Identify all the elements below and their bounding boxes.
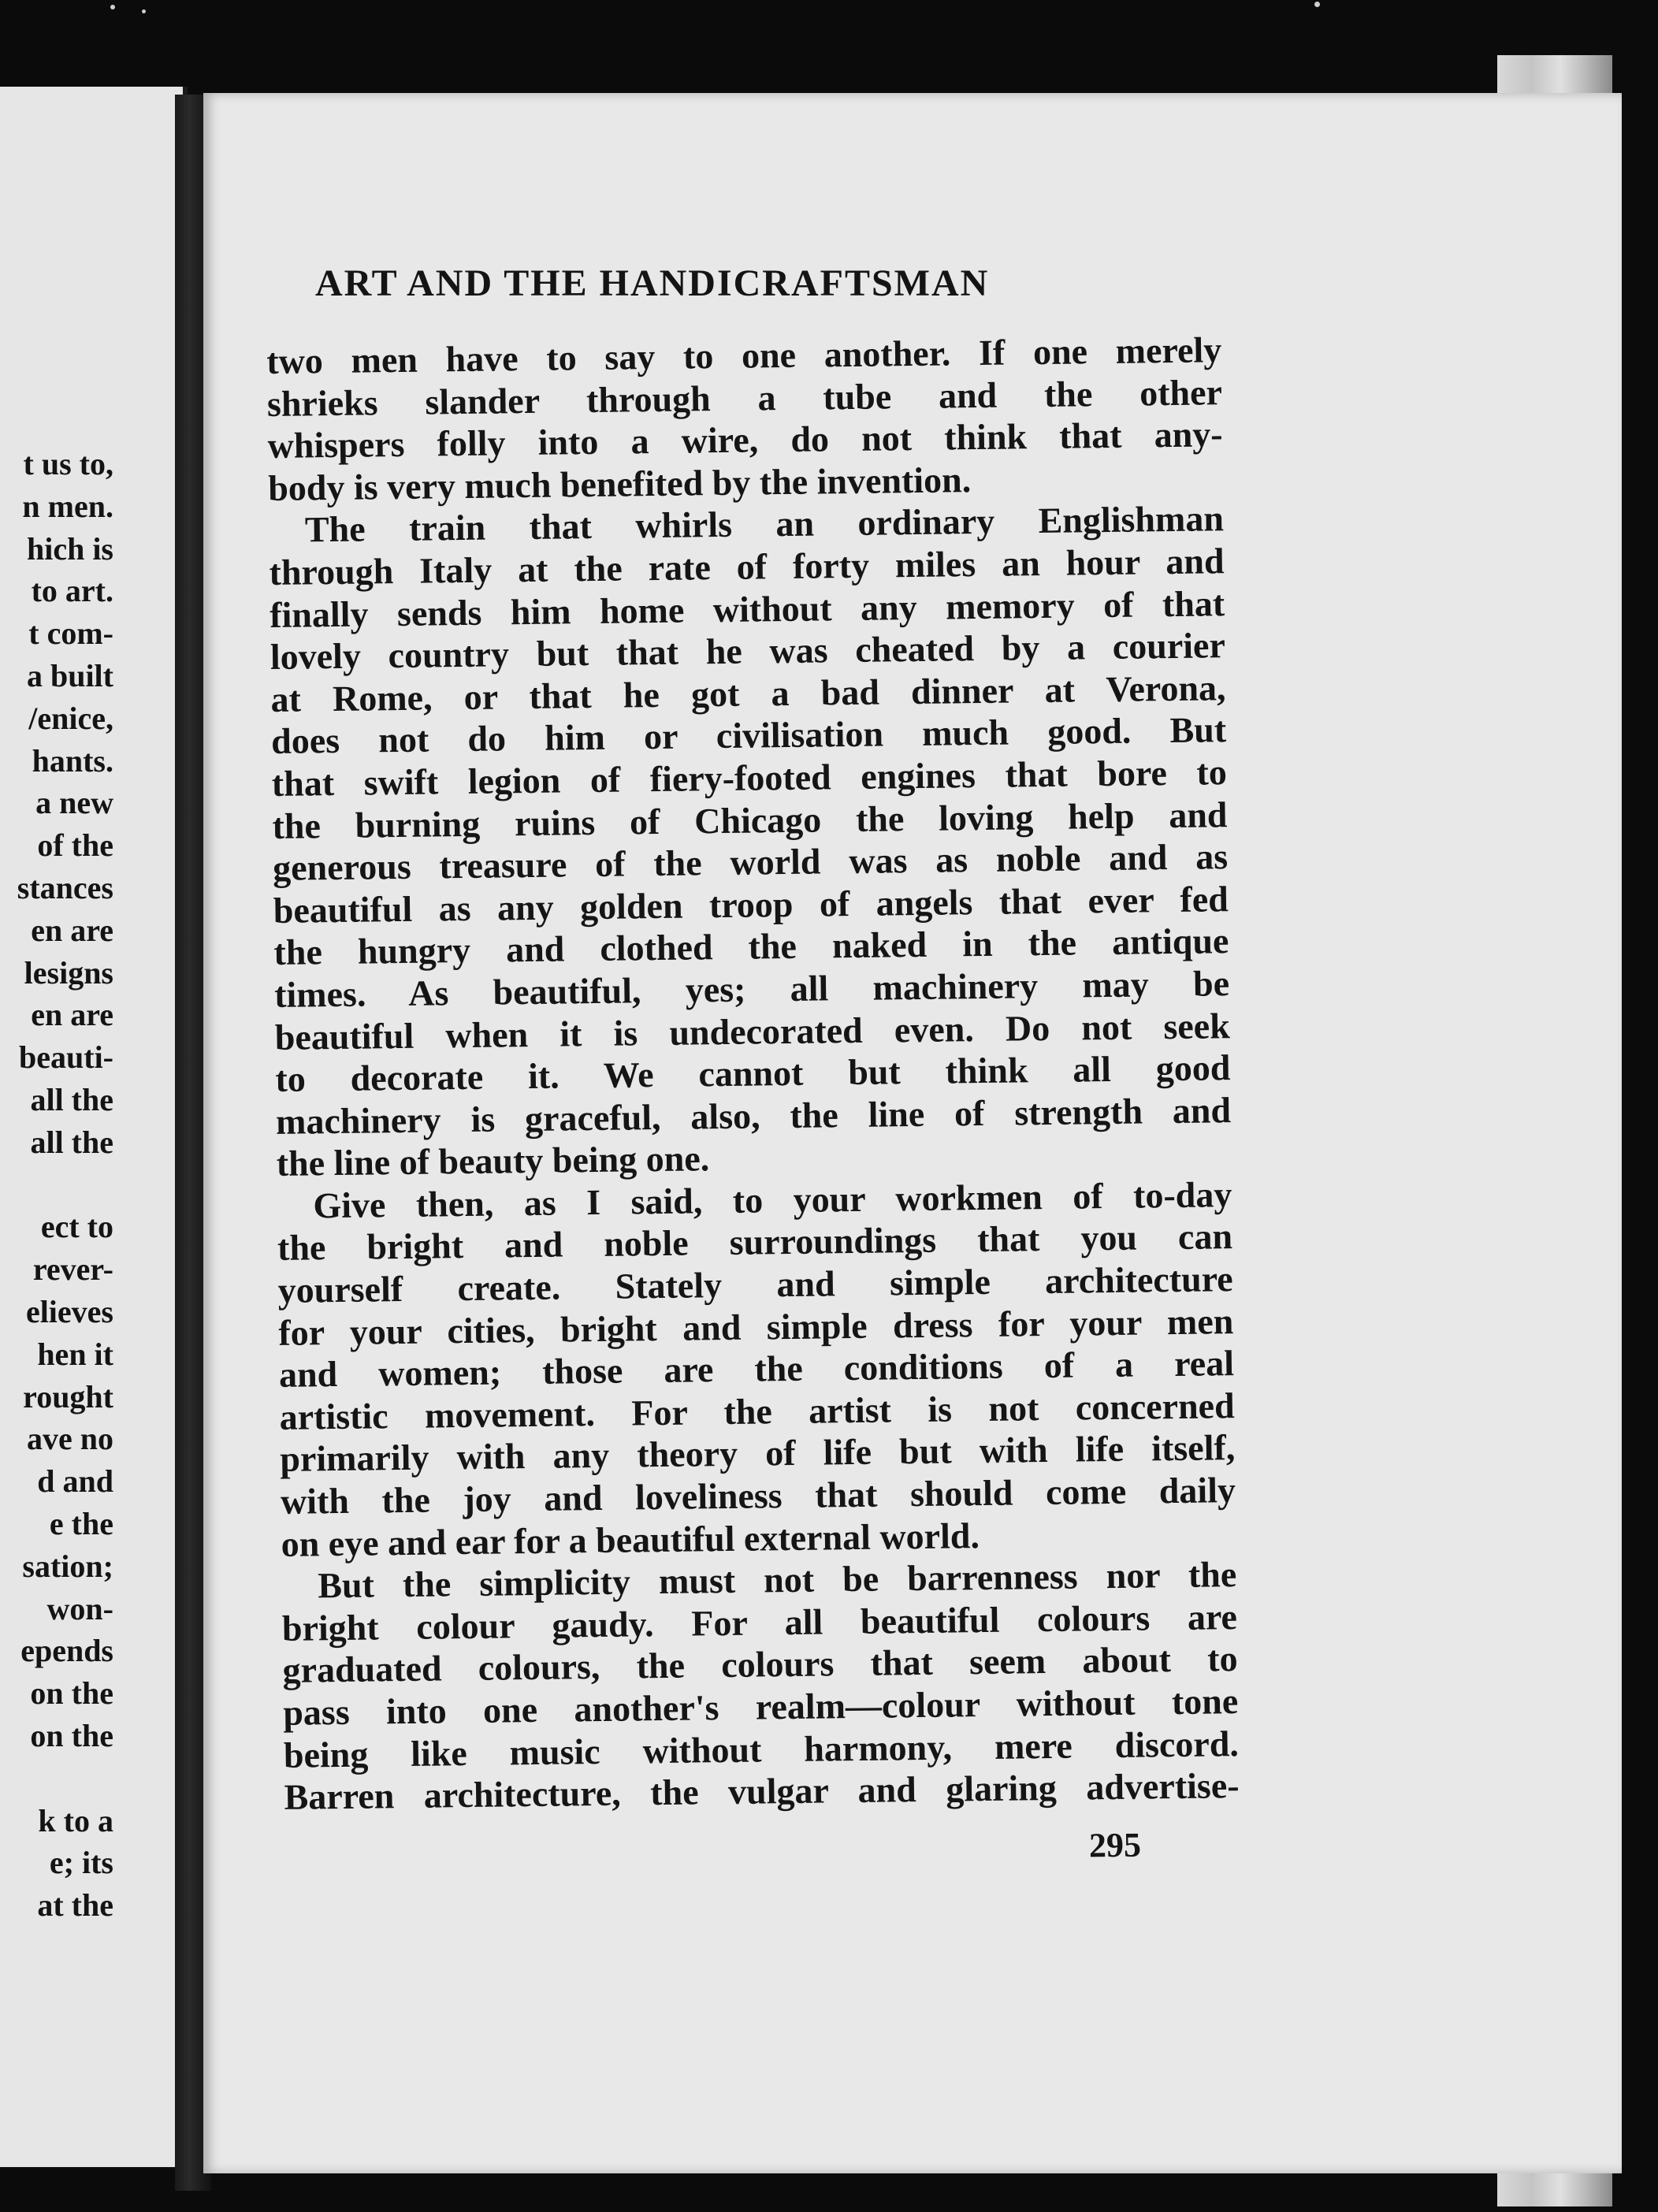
text-line: to decorate it. We cannot but think all good (275, 1047, 1231, 1100)
text-line: the bright and noble surroundings that you can (277, 1216, 1233, 1269)
text-line: two men have to say to one another. If one merely (266, 329, 1222, 381)
left-line: hen it (37, 1336, 113, 1372)
paragraph-first-line: The train that whirls an ordinary Englishman (304, 498, 1225, 550)
left-line: e; its (49, 1845, 113, 1881)
left-line: on the (30, 1717, 113, 1753)
text-line: Barren architecture, the vulgar and glaring advertise- (284, 1765, 1240, 1818)
left-page (0, 87, 188, 2167)
text-line: bright colour gaudy. For all beautiful colours are (281, 1596, 1238, 1649)
text-line: through Italy at the rate of forty miles an hour and (269, 541, 1225, 593)
left-line: a new (35, 785, 113, 821)
left-page-text (0, 443, 113, 1927)
text-line: artistic movement. For the artist is not concerned (279, 1385, 1235, 1437)
left-line: /enice, (28, 700, 113, 736)
text-line: yourself create. Stately and simple architecture (277, 1258, 1233, 1310)
left-line: elieves (25, 1293, 113, 1329)
text-line: graduated colours, the colours that seem about to (282, 1638, 1238, 1691)
text-line: primarily with any theory of life but with life itself, (280, 1427, 1236, 1480)
text-line: on eye and ear for a beautiful external world. (281, 1515, 980, 1564)
left-line (0, 1757, 113, 1800)
text-line: shrieks slander through a tube and the other (266, 371, 1223, 424)
left-line: t us to, (23, 446, 113, 481)
left-line: epends (20, 1633, 113, 1669)
dust-speck (1314, 2, 1320, 7)
text-line: being like music without harmony, mere discord. (283, 1723, 1240, 1775)
left-line: ect to (40, 1209, 113, 1245)
left-line: lesigns (24, 954, 113, 991)
running-head: ART AND THE HANDICRAFTSMAN (315, 262, 990, 304)
text-line: times. As beautiful, yes; all machinery may be (273, 963, 1230, 1015)
left-line: on the (30, 1675, 113, 1712)
paragraph-first-line: But the simplicity must not be barrenness nor the (317, 1554, 1237, 1606)
text-line: machinery is graceful, also, the line of strength and (275, 1089, 1232, 1142)
left-line: en are (31, 912, 113, 948)
text-line: finally sends him home without any memory of that (269, 582, 1225, 635)
text-line: pass into one another's realm—colour without tone (282, 1681, 1239, 1733)
left-line: t com- (28, 615, 113, 652)
page-number: 295 (1088, 1825, 1142, 1865)
text-line: generous treasure of the world was as noble and as (272, 836, 1229, 889)
text-line: beautiful when it is undecorated even. Do not seek (274, 1005, 1231, 1058)
left-line: of the (37, 827, 113, 864)
body-text (266, 329, 1240, 1818)
text-line: that swift legion of fiery-footed engines that bore to (271, 752, 1228, 804)
left-line: hants. (32, 742, 113, 779)
text-line: with the joy and loveliness that should come daily (280, 1470, 1236, 1522)
left-line: stances (17, 869, 113, 905)
left-line: e the (49, 1505, 113, 1541)
left-line: all the (30, 1124, 113, 1160)
left-line: to art. (31, 573, 113, 609)
left-line: en are (31, 997, 113, 1033)
left-line: hich is (26, 530, 113, 567)
left-line: at the (37, 1887, 113, 1924)
left-line: n men. (22, 488, 113, 524)
left-line (0, 1164, 113, 1206)
text-line: lovely country but that he was cheated by a courier (270, 625, 1226, 678)
left-line: rever- (32, 1251, 113, 1288)
text-line: body is very much benefited by the invention. (267, 459, 972, 508)
text-line: beautiful as any golden troop of angels that ever fed (273, 878, 1229, 931)
left-line: beauti- (19, 1039, 113, 1076)
text-line: whispers folly into a wire, do not think that any- (267, 414, 1223, 467)
left-line: ave no (27, 1421, 113, 1457)
left-line: all the (30, 1081, 113, 1117)
dust-speck (110, 5, 115, 9)
left-line: sation; (22, 1548, 113, 1584)
text-line: for your cities, bright and simple dress for your men (278, 1300, 1234, 1353)
text-line: the burning ruins of Chicago the loving help and (272, 794, 1228, 846)
left-line: rought (23, 1378, 113, 1415)
dust-speck (142, 9, 146, 13)
text-line: and women; those are the conditions of a real (278, 1343, 1235, 1396)
text-line: does not do him or civilisation much good. But (270, 709, 1227, 762)
paragraph-first-line: Give then, as I said, to your workmen of to-day (313, 1173, 1232, 1226)
left-line: d and (37, 1463, 113, 1500)
left-line: a built (26, 657, 113, 693)
text-line: the line of beauty being one. (276, 1138, 710, 1184)
left-line: won- (46, 1590, 113, 1626)
left-line: k to a (38, 1802, 113, 1838)
text-line: at Rome, or that he got a bad dinner at Verona, (270, 667, 1226, 719)
text-line: the hungry and clothed the naked in the antique (273, 920, 1229, 973)
